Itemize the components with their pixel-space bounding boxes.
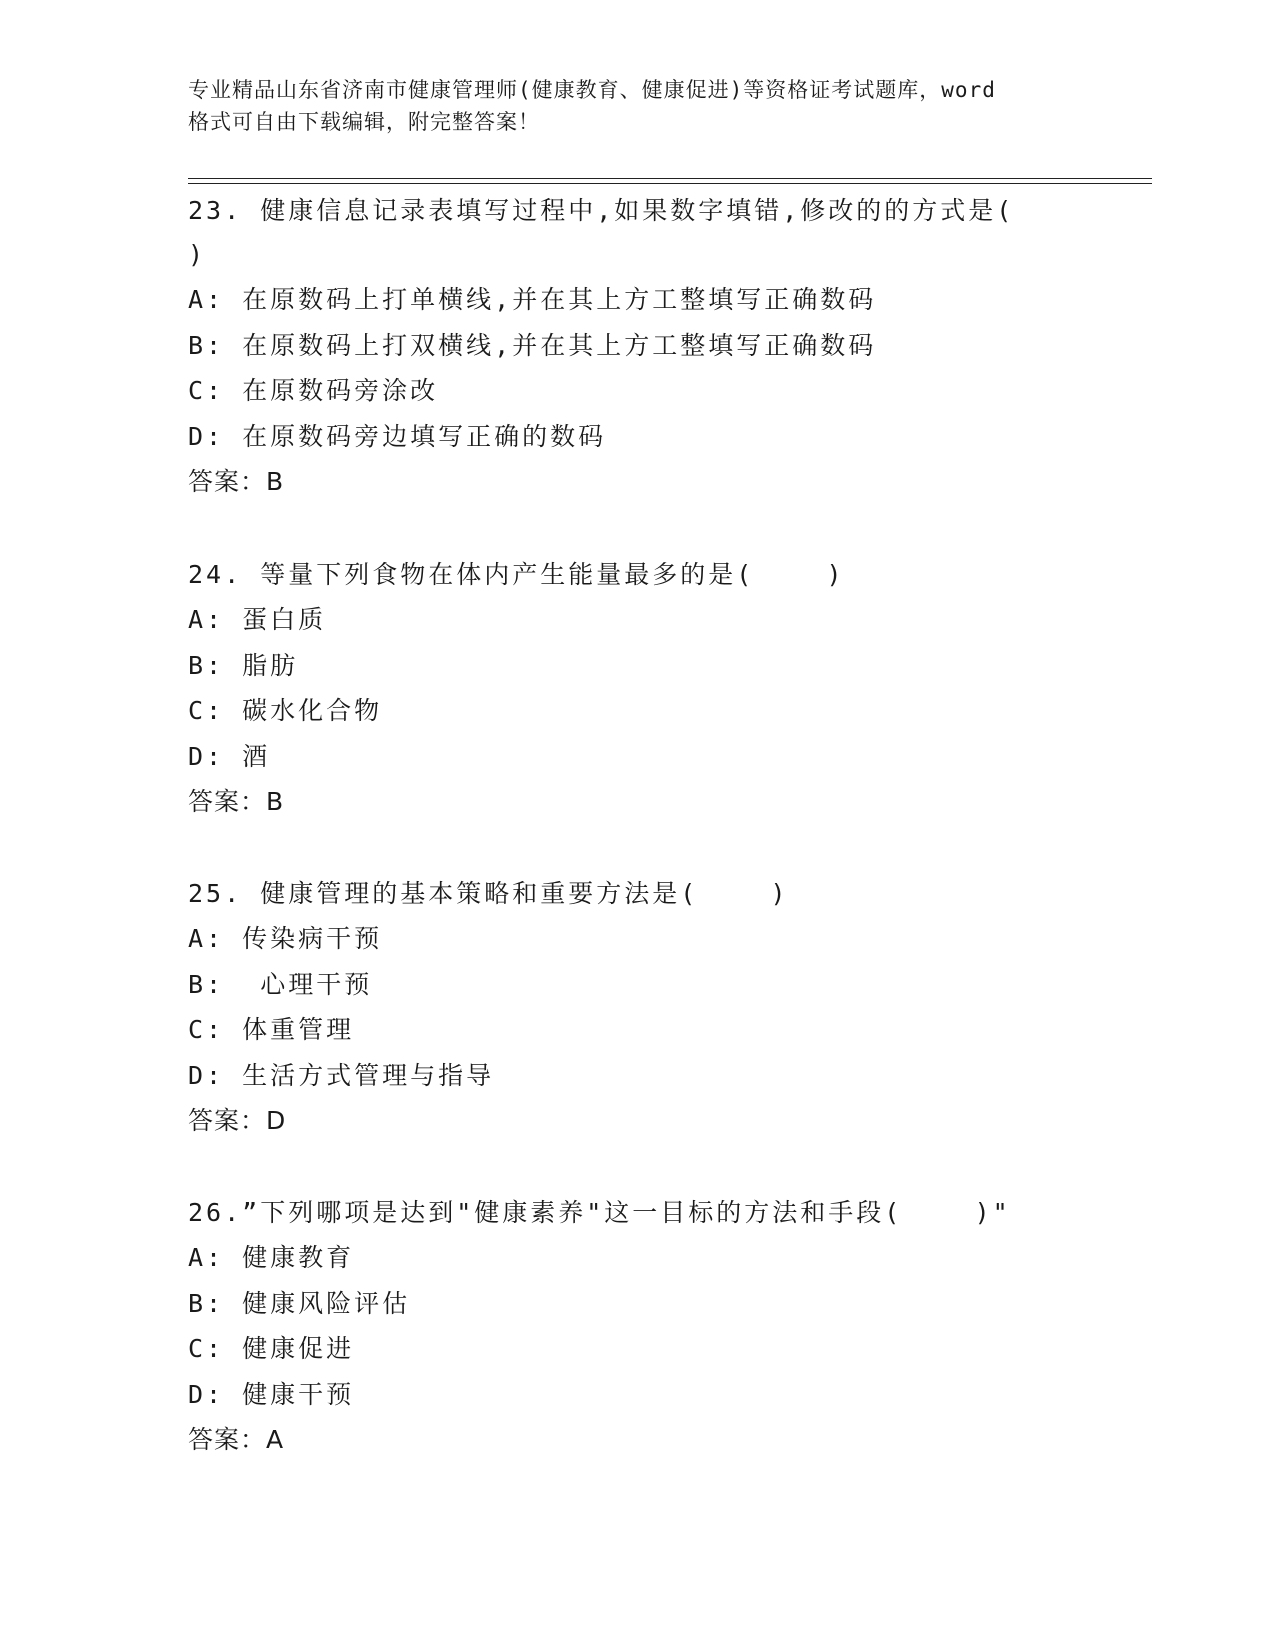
question-26 <box>188 1191 1088 1462</box>
option-a: A: 在原数码上打单横线,并在其上方工整填写正确数码 <box>188 285 877 314</box>
question-stem-continuation: ) <box>188 240 207 269</box>
answer: 答案：A <box>188 1425 285 1454</box>
header-line-2: 格式可自由下载编辑，附完整答案！ <box>188 110 540 134</box>
option-c: C: 碳水化合物 <box>188 696 383 725</box>
option-a: A: 健康教育 <box>188 1243 355 1272</box>
option-b: B: 脂肪 <box>188 650 299 680</box>
option-b: B: 心理干预 <box>188 969 373 999</box>
option-b: B: 在原数码上打双横线,并在其上方工整填写正确数码 <box>188 330 877 360</box>
option-d: D: 酒 <box>188 741 271 771</box>
answer: 答案：D <box>188 1106 287 1135</box>
option-d: D: 健康干预 <box>188 1379 355 1409</box>
answer: 答案：B <box>188 787 285 816</box>
answer: 答案：B <box>188 467 285 496</box>
question-stem: 24. 等量下列食物在体内产生能量最多的是( ) <box>188 560 845 589</box>
option-c: C: 在原数码旁涂改 <box>188 376 439 405</box>
option-c: C: 健康促进 <box>188 1334 355 1363</box>
option-d: D: 在原数码旁边填写正确的数码 <box>188 421 607 451</box>
question-23 <box>188 189 1088 504</box>
question-stem: 26.”下列哪项是达到"健康素养"这一目标的方法和手段( )" <box>188 1198 1011 1227</box>
option-a: A: 传染病干预 <box>188 924 383 953</box>
question-stem: 23. 健康信息记录表填写过程中,如果数字填错,修改的的方式是( <box>188 196 1015 225</box>
header-divider-top <box>188 178 1152 179</box>
option-b: B: 健康风险评估 <box>188 1288 411 1318</box>
question-24 <box>188 553 1088 824</box>
document-header <box>188 74 1088 138</box>
header-divider-bottom <box>188 183 1152 184</box>
question-stem: 25. 健康管理的基本策略和重要方法是( ) <box>188 879 789 908</box>
option-a: A: 蛋白质 <box>188 605 327 634</box>
question-25 <box>188 872 1088 1143</box>
option-c: C: 体重管理 <box>188 1015 355 1044</box>
header-line-1: 专业精品山东省济南市健康管理师(健康教育、健康促进)等资格证考试题库，word <box>188 78 996 102</box>
option-d: D: 生活方式管理与指导 <box>188 1060 495 1090</box>
